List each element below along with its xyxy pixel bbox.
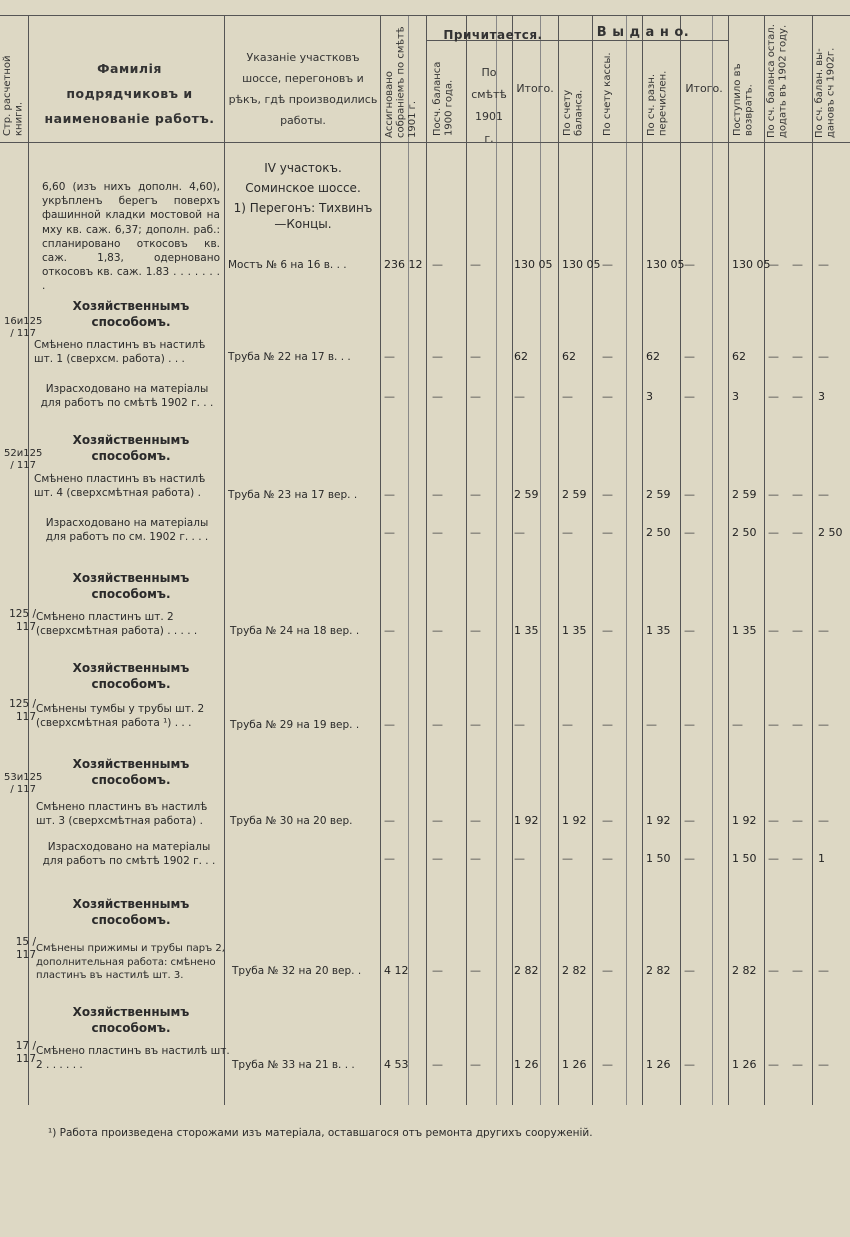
value-cell: — xyxy=(768,258,779,271)
value-cell: 2 50 xyxy=(732,526,757,539)
value-cell: 2 50 xyxy=(646,526,671,539)
col-rule xyxy=(642,15,643,1105)
value-cell: 62 xyxy=(732,350,746,363)
value-cell: — xyxy=(384,526,395,539)
header-by-balance: По счету баланса. xyxy=(562,89,585,136)
row-heading: Хозяйственнымъ способомъ. xyxy=(72,1005,190,1036)
value-cell: 1 26 xyxy=(514,1058,539,1071)
col-rule xyxy=(680,15,681,1105)
row-desc: Израсходовано на матеріалы для работъ по смѣтѣ 1902 г. . . xyxy=(40,383,214,410)
value-cell: — xyxy=(768,852,779,865)
col-rule xyxy=(512,15,513,1105)
value-cell: — xyxy=(818,624,829,637)
col-rule xyxy=(380,15,381,1105)
value-cell: — xyxy=(470,1058,481,1071)
value-cell: — xyxy=(818,718,829,731)
value-cell: — xyxy=(684,258,695,271)
header-misc: По сч. разн. перечислен. xyxy=(646,70,669,136)
value-cell: — xyxy=(562,390,573,403)
value-cell: 2 50 xyxy=(818,526,843,539)
value-cell: — xyxy=(470,964,481,977)
value-cell: 1 26 xyxy=(562,1058,587,1071)
value-cell: — xyxy=(768,350,779,363)
row-desc: Смѣнено пластинъ шт. 2 (сверхсмѣтная работа) . . . . . xyxy=(36,611,198,638)
value-cell: 2 82 xyxy=(562,964,587,977)
header-sections: Указаніе участковъ шоссе, перегоновъ и рѣкъ, гдѣ производились работы. xyxy=(228,51,378,127)
value-cell: — xyxy=(432,624,443,637)
header-bottom-rule xyxy=(0,142,850,143)
value-cell: — xyxy=(432,718,443,731)
footnote: ¹) Работа произведена сторожами изъ матеріала, оставшагося отъ ремонта другихъ сооруженій. xyxy=(48,1127,593,1139)
value-cell: — xyxy=(514,718,525,731)
value-cell: 62 xyxy=(646,350,660,363)
value-cell: — xyxy=(684,624,695,637)
col-subrule xyxy=(712,15,713,1105)
section-road: Соминское шоссе. xyxy=(245,181,361,195)
value-cell: — xyxy=(792,624,803,637)
value-cell: 1 92 xyxy=(732,814,757,827)
value-cell: — xyxy=(768,624,779,637)
col-subrule xyxy=(408,15,409,1105)
value-cell: — xyxy=(432,852,443,865)
row-place: Труба № 22 на 17 в. . . xyxy=(228,351,351,363)
value-cell: — xyxy=(792,964,803,977)
value-cell: — xyxy=(768,390,779,403)
row-heading: Хозяйственнымъ способомъ. xyxy=(72,299,190,330)
value-cell: — xyxy=(818,258,829,271)
value-cell: — xyxy=(684,852,695,865)
value-cell: 2 59 xyxy=(514,488,539,501)
row-ref: 125 / 117 xyxy=(9,608,36,633)
value-cell: — xyxy=(684,350,695,363)
value-cell: — xyxy=(470,814,481,827)
value-cell: — xyxy=(432,814,443,827)
header-by-cash: По счету кассы. xyxy=(602,52,613,136)
row-desc: Смѣнено пластинъ въ настилѣ шт. 3 (сверхсмѣтная работа) . xyxy=(36,801,208,828)
row-desc: 6,60 (изъ нихъ дополн. 4,60), укрѣпленъ берегъ поверхъ фашинной кладки мостовой на мху кв. саж. 6,37; дополн. раб.: спланировано откосовъ кв. саж. 1,83, одерновано откосовъ кв. саж. 1.83 . . . . . . . . xyxy=(42,181,220,293)
value-cell: — xyxy=(602,624,613,637)
value-cell: — xyxy=(470,390,481,403)
header-returned: Поступило въ возвратъ. xyxy=(732,63,755,136)
row-desc: Израсходовано на матеріалы для работъ по см. 1902 г. . . . xyxy=(45,517,209,544)
value-cell: — xyxy=(470,258,481,271)
value-cell: 130 05 xyxy=(732,258,771,271)
value-cell: 1 50 xyxy=(646,852,671,865)
value-cell: — xyxy=(818,814,829,827)
value-cell: — xyxy=(684,390,695,403)
value-cell: — xyxy=(384,814,395,827)
value-cell: — xyxy=(470,488,481,501)
row-heading: Хозяйственнымъ способомъ. xyxy=(72,571,190,602)
row-desc: Смѣнены прижимы и трубы паръ 2, дополнительная работа: смѣнено пластинъ въ настилѣ шт. 3. xyxy=(36,943,225,981)
section-title: IV участокъ. xyxy=(264,161,342,175)
value-cell: — xyxy=(602,852,613,865)
value-cell: 62 xyxy=(514,350,528,363)
value-cell: 62 xyxy=(562,350,576,363)
header-due-group: Причитается. xyxy=(443,28,543,42)
value-cell: — xyxy=(432,390,443,403)
value-cell: 130 05 xyxy=(562,258,601,271)
value-cell: — xyxy=(732,718,743,731)
value-cell: — xyxy=(792,526,803,539)
value-cell: — xyxy=(602,526,613,539)
col-subrule xyxy=(496,15,497,1105)
value-cell: — xyxy=(602,390,613,403)
value-cell: — xyxy=(432,1058,443,1071)
row-ref: 53и125 / 117 xyxy=(4,772,43,795)
row-heading: Хозяйственнымъ способомъ. xyxy=(72,897,190,928)
value-cell: — xyxy=(684,718,695,731)
header-assigned: Ассигновано собраніемъ по смѣтѣ 1901 г. xyxy=(384,26,418,138)
value-cell: — xyxy=(514,390,525,403)
section-stretch: 1) Перегонъ: Тихвинъ —Концы. xyxy=(233,201,373,232)
value-cell: — xyxy=(602,258,613,271)
value-cell: — xyxy=(818,964,829,977)
row-desc: Смѣнено пластинъ въ настилѣ шт. 4 (сверхсмѣтная работа) . xyxy=(34,473,206,500)
row-place: Труба № 24 на 18 вер. . xyxy=(230,625,360,637)
value-cell: — xyxy=(602,814,613,827)
value-cell: 1 35 xyxy=(562,624,587,637)
value-cell: — xyxy=(792,488,803,501)
header-estimate1901: По смѣтѣ 1901 г. xyxy=(471,66,507,145)
value-cell: 1 35 xyxy=(732,624,757,637)
col-rule xyxy=(812,15,813,1105)
header-top-rule xyxy=(0,15,850,16)
header-issued1902: По сч. балан. выдановъ сч 1902г. xyxy=(814,47,837,138)
col-rule xyxy=(426,15,427,1105)
row-ref: 17 / 117 xyxy=(15,1040,36,1065)
row-desc: Смѣнены тумбы у трубы шт. 2 (сверхсмѣтная работа ¹) . . . xyxy=(36,703,205,730)
value-cell: 2 59 xyxy=(732,488,757,501)
value-cell: — xyxy=(602,718,613,731)
value-cell: 1 50 xyxy=(732,852,757,865)
value-cell: 1 35 xyxy=(514,624,539,637)
value-cell: 130 05 xyxy=(514,258,553,271)
value-cell: 1 35 xyxy=(646,624,671,637)
value-cell: — xyxy=(384,488,395,501)
value-cell: — xyxy=(768,1058,779,1071)
row-desc: Смѣнено пластинъ въ настилѣ шт. 2 . . . . . . xyxy=(36,1045,230,1072)
value-cell: — xyxy=(818,488,829,501)
value-cell: — xyxy=(470,718,481,731)
value-cell: — xyxy=(432,964,443,977)
col-rule xyxy=(728,15,729,1105)
value-cell: 2 82 xyxy=(732,964,757,977)
value-cell: 3 xyxy=(732,390,739,403)
value-cell: 2 82 xyxy=(646,964,671,977)
value-cell: 1 92 xyxy=(562,814,587,827)
col-rule xyxy=(764,15,765,1105)
row-ref: 52и125 / 117 xyxy=(4,448,43,471)
value-cell: 1 92 xyxy=(646,814,671,827)
value-cell: — xyxy=(792,718,803,731)
value-cell: 1 xyxy=(818,852,825,865)
col-rule xyxy=(558,15,559,1105)
value-cell: 1 26 xyxy=(646,1058,671,1071)
value-cell: — xyxy=(514,852,525,865)
value-cell: — xyxy=(384,852,395,865)
value-cell: — xyxy=(384,350,395,363)
value-cell: — xyxy=(792,390,803,403)
col-subrule xyxy=(540,15,541,1105)
header-total-issued: Итого. xyxy=(685,82,723,95)
col-rule xyxy=(466,15,467,1105)
value-cell: 2 59 xyxy=(646,488,671,501)
value-cell: — xyxy=(470,624,481,637)
value-cell: — xyxy=(768,526,779,539)
value-cell: — xyxy=(684,488,695,501)
value-cell: — xyxy=(432,488,443,501)
value-cell: — xyxy=(602,350,613,363)
row-ref: 125 / 117 xyxy=(9,698,36,723)
value-cell: — xyxy=(768,718,779,731)
value-cell: — xyxy=(818,1058,829,1071)
value-cell: — xyxy=(384,390,395,403)
row-heading: Хозяйственнымъ способомъ. xyxy=(72,757,190,788)
header-add1902: По сч. баланса остал. додать въ 1902 году. xyxy=(766,24,789,138)
header-total-due: Итого. xyxy=(516,82,554,95)
value-cell: 1 26 xyxy=(732,1058,757,1071)
value-cell: — xyxy=(602,1058,613,1071)
value-cell: — xyxy=(602,488,613,501)
row-place: Труба № 30 на 20 вер. xyxy=(230,815,353,827)
value-cell: — xyxy=(384,718,395,731)
value-cell: — xyxy=(432,258,443,271)
value-cell: — xyxy=(792,350,803,363)
value-cell: — xyxy=(684,1058,695,1071)
value-cell: — xyxy=(562,718,573,731)
value-cell: — xyxy=(792,814,803,827)
value-cell: — xyxy=(818,350,829,363)
value-cell: — xyxy=(562,852,573,865)
row-desc: Израсходовано на матеріалы для работъ по смѣтѣ 1902 г. . . xyxy=(42,841,216,868)
col-subrule xyxy=(626,15,627,1105)
value-cell: — xyxy=(470,526,481,539)
value-cell: 236 12 xyxy=(384,258,423,271)
value-cell: — xyxy=(792,1058,803,1071)
row-ref: 16и125 / 117 xyxy=(4,316,43,339)
value-cell: — xyxy=(646,718,657,731)
header-names: Фамилія подрядчиковъ и наименованіе работъ. xyxy=(44,61,215,126)
value-cell: — xyxy=(470,852,481,865)
value-cell: — xyxy=(562,526,573,539)
row-heading: Хозяйственнымъ способомъ. xyxy=(72,661,190,692)
value-cell: 4 53 xyxy=(384,1058,409,1071)
header-issued-group: В ы д а н о. xyxy=(596,25,690,40)
header-ref: Стр. расчетной книги. xyxy=(2,55,25,136)
header-balance1900: Посч. баланса 1900 года. xyxy=(432,61,455,136)
row-heading: Хозяйственнымъ способомъ. xyxy=(72,433,190,464)
value-cell: — xyxy=(684,814,695,827)
value-cell: 2 59 xyxy=(562,488,587,501)
value-cell: — xyxy=(768,814,779,827)
row-place: Труба № 23 на 17 вер. . xyxy=(228,489,358,501)
value-cell: — xyxy=(432,526,443,539)
value-cell: — xyxy=(470,350,481,363)
value-cell: — xyxy=(602,964,613,977)
value-cell: 4 12 xyxy=(384,964,409,977)
value-cell: — xyxy=(514,526,525,539)
value-cell: — xyxy=(684,964,695,977)
value-cell: 3 xyxy=(818,390,825,403)
value-cell: — xyxy=(792,852,803,865)
row-desc: Смѣнено пластинъ въ настилѣ шт. 1 (сверхсм. работа) . . . xyxy=(34,339,206,366)
value-cell: — xyxy=(768,488,779,501)
value-cell: — xyxy=(384,624,395,637)
row-place: Труба № 29 на 19 вер. . xyxy=(230,719,360,731)
col-rule xyxy=(592,15,593,1105)
row-place: Мостъ № 6 на 16 в. . . xyxy=(228,259,347,271)
value-cell: 130 05 xyxy=(646,258,685,271)
row-place: Труба № 33 на 21 в. . . xyxy=(232,1059,355,1071)
value-cell: — xyxy=(432,350,443,363)
value-cell: — xyxy=(768,964,779,977)
value-cell: — xyxy=(792,258,803,271)
value-cell: 3 xyxy=(646,390,653,403)
value-cell: — xyxy=(684,526,695,539)
value-cell: 1 92 xyxy=(514,814,539,827)
row-ref: 15 / 117 xyxy=(15,936,36,961)
row-place: Труба № 32 на 20 вер. . xyxy=(232,965,362,977)
value-cell: 2 82 xyxy=(514,964,539,977)
